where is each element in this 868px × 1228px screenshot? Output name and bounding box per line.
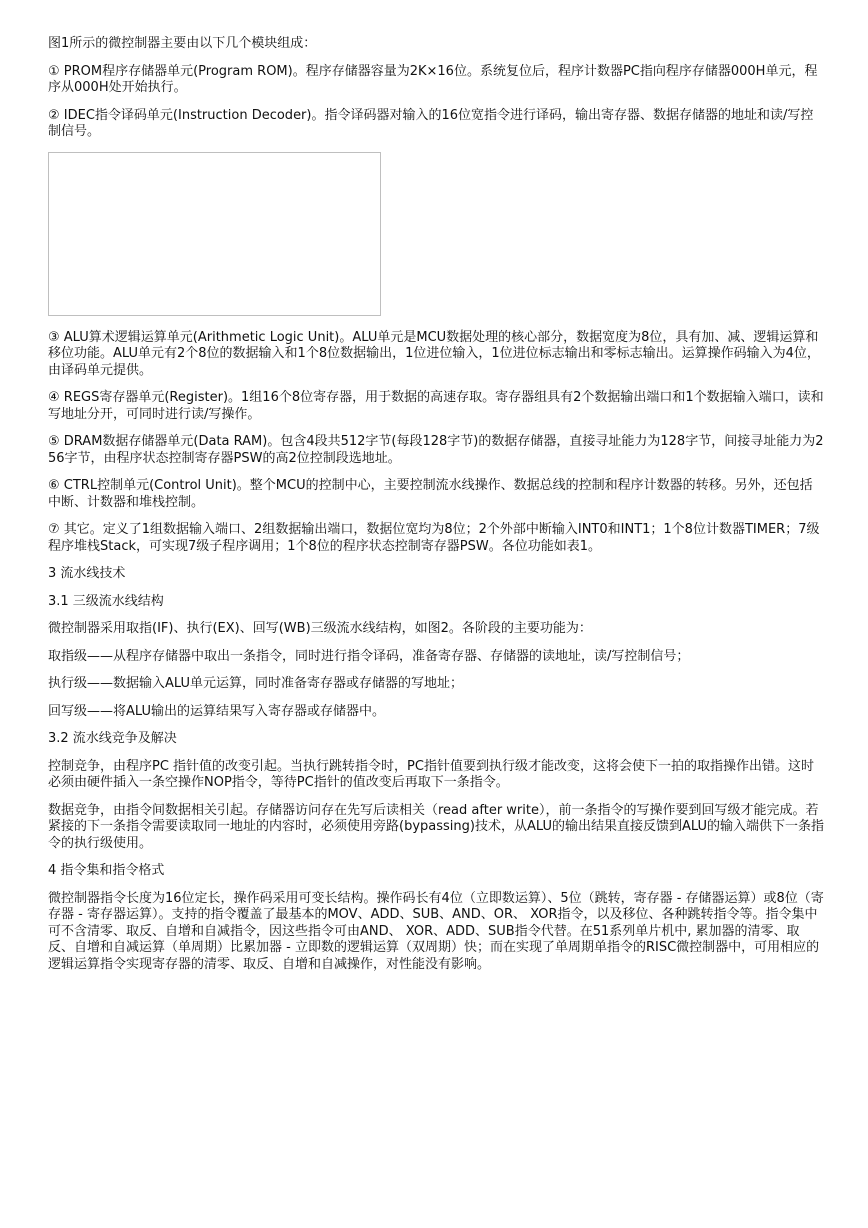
stage-wb: 回写级——将ALU输出的运算结果写入寄存器或存储器中。 bbox=[48, 703, 386, 719]
item-idec: ② IDEC指令译码单元(Instruction Decoder)。指令译码器对输入的16位宽指令进行译码，输出寄存器、数据存储器的地址和读/写控制信号。 bbox=[48, 107, 814, 139]
item-other: ⑦ 其它。定义了1组数据输入端口、2组数据输出端口，数据位宽均为8位；2个外部中断输入INT0和INT1；1个8位计数器TIMER；7级程序堆栈Stack，可实现7级子程序调用；1个8位的程序状态控制寄存器PSW。各位功能如表1。 bbox=[48, 522, 820, 554]
section3-heading: 3 流水线技术 bbox=[48, 566, 126, 581]
item-alu: ③ ALU算术逻辑运算单元(Arithmetic Logic Unit)。ALU单元是MCU数据处理的核心部分，数据宽度为8位，具有加、减、逻辑运算和移位功能。ALU单元有2个8位的数据输入和1个8位数据输出，1位进位输入，1位进位标志输出和零标志输出。运算操作码输入为4位，由译码单元提供。 bbox=[48, 329, 820, 378]
control-hazard-paragraph: 控制竞争，由程序PC 指针值的改变引起。当执行跳转指令时，PC指针值要到执行级才能改变，这将会使下一拍的取指操作出错。这时必须由硬件插入一条空操作NOP指令，等待PC指针的值改变后再取下一条指令。 bbox=[48, 758, 814, 790]
section4-heading: 4 指令集和指令格式 bbox=[48, 863, 165, 878]
figure-placeholder bbox=[48, 152, 381, 316]
section3-1-heading: 3.1 三级流水线结构 bbox=[48, 593, 164, 609]
item-dram: ⑤ DRAM数据存储器单元(Data RAM)。包含4段共512字节(每段128字节)的数据存储器，直接寻址能力为128字节，间接寻址能力为256字节，由程序状态控制寄存器PSW的高2位控制段选地址。 bbox=[48, 434, 824, 466]
instruction-set-paragraph: 微控制器指令长度为16位定长，操作码采用可变长结构。操作码长有4位（立即数运算）、5位（跳转，寄存器 - 存储器运算）或8位（寄存器 - 寄存器运算）。支持的指令覆盖了最基本的MOV、ADD、SUB、AND、OR、 XOR指令，以及移位、各种跳转指令等。指令集中可不含清零、取反、自增和自减指令，因这些指令可由AND、 XOR、ADD、SUB指令代替。在51系列单片机中, 累加器的清零、取反、自增和自减运算（单周期）比累加器 - 立即数的逻辑运算（双周期）快；而在实现了单周期单指令的RISC微控制器中，可用相应的逻辑运算指令实现寄存器的清零、取反、自增和自减操作，对性能没有影响。 bbox=[48, 890, 824, 972]
stage-ex: 执行级——数据输入ALU单元运算，同时准备寄存器或存储器的写地址； bbox=[48, 676, 464, 691]
stage-if: 取指级——从程序存储器中取出一条指令，同时进行指令译码，准备寄存器、存储器的读地址，读/写控制信号； bbox=[48, 648, 690, 664]
item-prom: ① PROM程序存储器单元(Program ROM)。程序存储器容量为2K×16位。系统复位后，程序计数器PC指向程序存储器000H单元，程序从000H处开始执行。 bbox=[48, 63, 818, 95]
item-regs: ④ REGS寄存器单元(Register)。1组16个8位寄存器，用于数据的高速存取。寄存器组具有2个数据输出端口和1个数据输入端口，读和写地址分开，可同时进行读/写操作。 bbox=[48, 390, 824, 422]
intro-paragraph: 图1所示的微控制器主要由以下几个模块组成： bbox=[48, 36, 317, 51]
pipeline-intro: 微控制器采用取指(IF)、执行(EX)、回写(WB)三级流水线结构，如图2。各阶段的主要功能为： bbox=[48, 621, 592, 636]
data-hazard-paragraph: 数据竞争，由指令间数据相关引起。存储器访问存在先写后读相关（read after write），前一条指令的写操作要到回写级才能完成。若紧接的下一条指令需要读取同一地址的内容时，必须使用旁路(bypassing)技术，从ALU的输出结果直接反馈到ALU的输入端供下一条指令的执行级使用。 bbox=[48, 802, 824, 851]
document-page bbox=[48, 36, 824, 984]
item-ctrl: ⑥ CTRL控制单元(Control Unit)。整个MCU的控制中心，主要控制流水线操作、数据总线的控制和程序计数器的转移。另外，还包括中断、计数器和堆栈控制。 bbox=[48, 478, 813, 510]
section3-2-heading: 3.2 流水线竞争及解决 bbox=[48, 731, 177, 746]
